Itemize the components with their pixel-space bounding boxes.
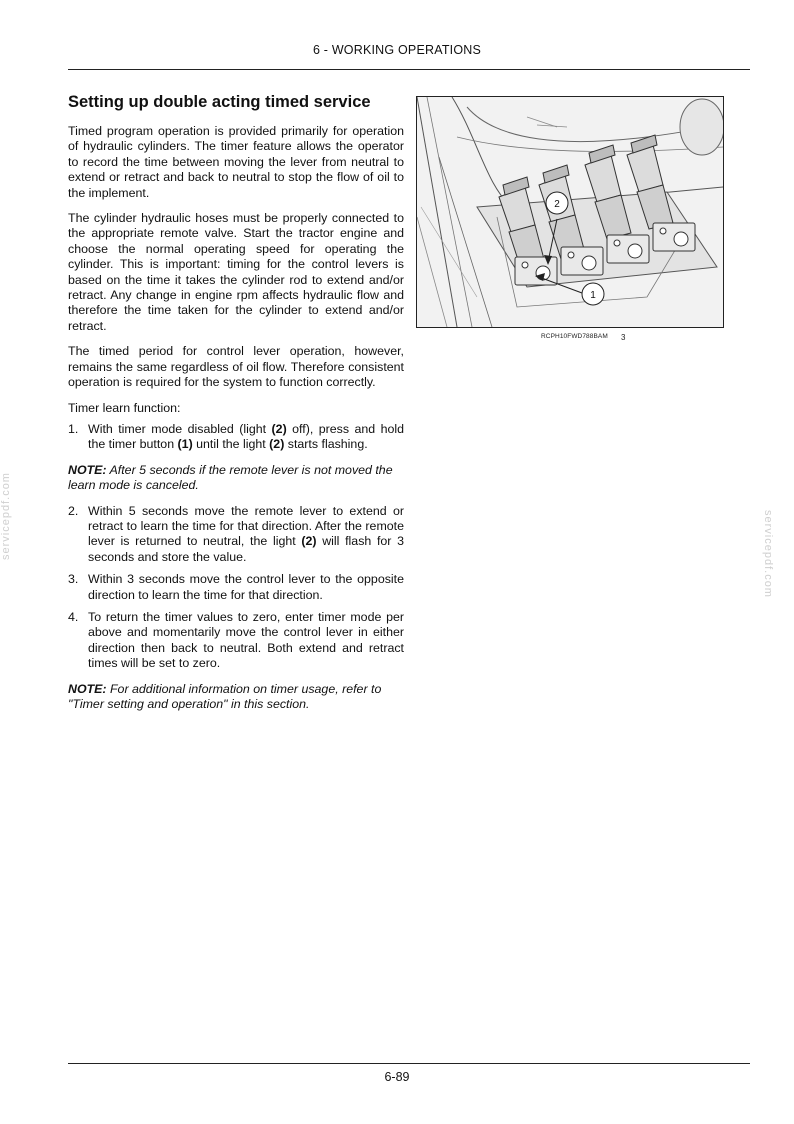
steps-list-a xyxy=(68,422,404,453)
note-text: After 5 seconds if the remote lever is not moved the learn mode is canceled. xyxy=(68,462,393,493)
list-item xyxy=(68,422,404,453)
note-additional-info xyxy=(68,682,404,713)
timer-learn-heading: Timer learn function: xyxy=(68,400,181,415)
note-label: NOTE: xyxy=(68,681,107,696)
paragraph-hoses: The cylinder hydraulic hoses must be properly connected to the appropriate remote valve. Start the tractor engine and choose the normal operating speed for operating the cylinder. This is important: timing for the control levers is based on the time it takes the cylinder rod to extend and/or retract. Any change in engine rpm affects hydraulic flow and therefore the time taken for the cylinder to extend and/or retract. xyxy=(68,211,404,333)
light-ref: (2) xyxy=(269,437,285,452)
note-text: For additional information on timer usage, refer to "Timer setting and operation" in this section. xyxy=(68,681,382,711)
watermark-right: servicepdf.com xyxy=(762,510,774,598)
step-text: Within 3 seconds move the control lever to the opposite direction to learn the time for that direction. xyxy=(88,572,404,602)
paragraph-intro: Timed program operation is provided primarily for operation of hydraulic cylinders. The timer feature allows the operator to record the time between moving the lever from neutral to extend or retract and back to neutral to stop the flow of oil to the implement. xyxy=(68,124,404,200)
step-text-part: will flash for 3 seconds and store the value. xyxy=(88,534,404,564)
note-timeout xyxy=(68,463,404,494)
step-text-part: starts flashing. xyxy=(284,437,368,452)
note-label: NOTE: xyxy=(68,462,107,477)
step-number: 1. xyxy=(68,421,79,436)
figure-number: 3 xyxy=(621,333,626,342)
watermark-left: servicepdf.com xyxy=(0,472,12,560)
section-title: Setting up double acting timed service xyxy=(68,93,371,111)
step-text xyxy=(88,504,404,566)
header-rule xyxy=(68,69,750,70)
list-item xyxy=(68,610,404,672)
paragraph-timed-period: The timed period for control lever operation, however, remains the same regardless of oil flow. Therefore consistent operation is required for the system to function correctly. xyxy=(68,344,404,390)
main-column xyxy=(68,92,404,722)
step-text xyxy=(88,422,404,453)
light-ref: (2) xyxy=(301,534,317,549)
figure-caption: RCPH10FWD788BAM xyxy=(541,333,608,340)
callout-1-label: 1 xyxy=(590,290,596,301)
illustration-drawing xyxy=(417,97,723,327)
list-item xyxy=(68,572,404,603)
list-item xyxy=(68,504,404,566)
step-number: 3. xyxy=(68,572,79,587)
page-number: 6-89 xyxy=(384,1070,410,1084)
step-text-part: off), press and hold the timer button xyxy=(88,421,404,452)
remote-valve-control-illustration xyxy=(416,96,724,328)
step-text-part: until the light xyxy=(192,437,270,452)
light-ref: (2) xyxy=(271,421,287,436)
steps-list-b xyxy=(68,504,404,672)
step-number: 4. xyxy=(68,609,79,624)
step-number: 2. xyxy=(68,503,79,518)
header-title: 6 - WORKING OPERATIONS xyxy=(312,43,482,57)
button-ref: (1) xyxy=(177,437,193,452)
footer-rule xyxy=(68,1063,750,1064)
step-text: To return the timer values to zero, enter timer mode per above and momentarily move the control lever in either direction then back to neutral. Both extend and retract times will be set to zero. xyxy=(88,609,404,671)
callout-2-label: 2 xyxy=(554,199,560,210)
step-text-part: Within 5 seconds move the remote lever to extend or retract to learn the time for that direction. After the remote lever is returned to neutral, the light xyxy=(88,503,404,549)
step-text-part: With timer mode disabled (light xyxy=(88,421,272,436)
